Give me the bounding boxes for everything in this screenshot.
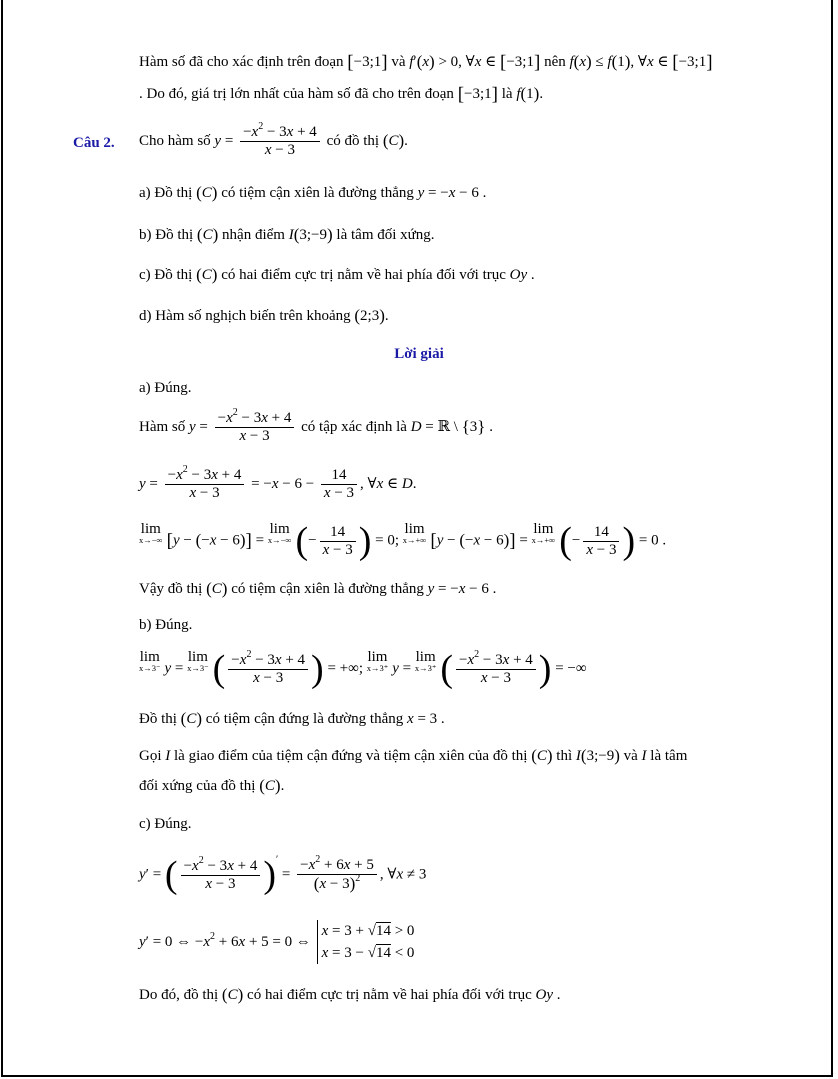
domain-text-1: Hàm số: [139, 418, 186, 435]
stem-text-1: Cho hàm số: [139, 132, 211, 149]
remainder-fraction: $\frac{14}{x - 3}$: [321, 467, 357, 502]
intro-text-2: và: [391, 54, 406, 70]
conclusion-a-line: Vậy đồ thị (C) có tiệm cận xiên là đường thẳng y = −x − 6 .: [139, 579, 497, 598]
question-stem: Cho hàm số y = $\frac{-x^2 - 3x + 4}{x - 3}$ có đồ thị (C).: [139, 121, 408, 158]
option-a: a) Đồ thị (C) có tiệm cận xiên là đường thẳng y = −x − 6 .: [139, 183, 487, 202]
question-label: Câu 2.: [73, 135, 115, 151]
limit-infinity-line: lim x→−∞ [y − (−x − 6)] = lim x→−∞ (− $\frac{14}{x - 3}$ ) = 0; lim x→+∞ [y − (−x − 6)] = lim x→+∞ (− $\frac{14}{x - 3}$ ) = 0 .: [139, 520, 667, 562]
option-d: d) Hàm số nghịch biến trên khoảng (2;3).: [139, 306, 389, 325]
intro-line-1: Hàm số đã cho xác định trên đoạn [−3;1] và f′(x) > 0, ∀x ∈ [−3;1] nên f(x) ≤ f(1), ∀x ∈ [−3;1]: [139, 52, 713, 73]
final-text-1: Do đó, đồ thị: [139, 987, 219, 1003]
option-d-text: d) Hàm số nghịch biến trên khoảng: [139, 308, 351, 324]
roots-line: y′ = 0 ⇔ $-x^2 + 6x + 5 = 0$ ⇔ x = 3 + √14 > 0 x = 3 − √14 < 0: [139, 920, 414, 964]
vertical-asymptote-line: Đồ thị (C) có tiệm cận đứng là đường thẳng x = 3 .: [139, 709, 445, 728]
function-fraction: $\frac{-x^2 - 3x + 4}{x - 3}$: [240, 124, 320, 159]
option-c-label: c) Đồ thị: [139, 267, 193, 283]
option-c-text: có hai điểm cực trị nằm về hai phía đối với trục: [221, 267, 506, 283]
option-a-text: có tiệm cận xiên là đường thẳng: [221, 185, 414, 201]
option-c: c) Đồ thị (C) có hai điểm cực trị nằm về hai phía đối với trục Oy .: [139, 265, 535, 284]
center-text-4: và: [623, 748, 638, 764]
intro-text-3: nên: [544, 54, 566, 70]
domain-fraction: $\frac{-x^2 - 3x + 4}{x - 3}$: [215, 410, 295, 445]
option-b-text: nhận điểm: [222, 227, 285, 243]
final-line: Do đó, đồ thị (C) có hai điểm cực trị nằm về hai phía đối với trục Oy .: [139, 985, 561, 1004]
option-b-label: b) Đồ thị: [139, 227, 194, 243]
intro-text-5: là: [501, 86, 513, 102]
verdict-b: b) Đúng.: [139, 617, 193, 633]
verdict-c: c) Đúng.: [139, 816, 192, 832]
expansion-line: y = $\frac{-x^2 - 3x + 4}{x - 3}$ = −x − 6 − $\frac{14}{x - 3}$ , ∀x ∈ D.: [139, 464, 417, 501]
document-page: [1, 0, 833, 1077]
option-b: b) Đồ thị (C) nhận điểm I(3;−9) là tâm đối xứng.: [139, 225, 435, 244]
center-text-1: Gọi: [139, 748, 162, 764]
conclusion-a-text-2: có tiệm cận xiên là đường thẳng: [231, 581, 424, 597]
option-a-label: a) Đồ thị: [139, 185, 193, 201]
expansion-fraction: $\frac{-x^2 - 3x + 4}{x - 3}$: [165, 467, 245, 502]
final-text-2: có hai điểm cực trị nằm về hai phía đối với trục: [247, 987, 532, 1003]
center-line-2: đối xứng của đồ thị (C).: [139, 776, 285, 795]
conclusion-a-text-1: Vậy đồ thị: [139, 581, 203, 597]
stem-text-2: có đồ thị: [326, 132, 380, 149]
center-text-5: là tâm: [650, 748, 688, 764]
limit-vertical-line: lim x→3⁻ y = lim x→3⁻ ( $\frac{-x^2 - 3x + 4}{x - 3}$ ) = +∞; lim x→3⁺ y = lim x→3⁺ ( $\frac{-x^2 - 3x + 4}{x - 3}$ ) = −∞: [139, 648, 587, 690]
roots-system: x = 3 + √14 > 0 x = 3 − √14 < 0: [317, 920, 415, 964]
intro-text-4: . Do đó, giá trị lớn nhất của hàm số đã cho trên đoạn: [139, 86, 454, 102]
center-text-3: thì: [556, 748, 573, 764]
domain-text-2: có tập xác định là: [301, 418, 407, 435]
verdict-a: a) Đúng.: [139, 380, 192, 396]
center-line-1: Gọi I là giao điểm của tiệm cận đứng và tiệm cận xiên của đồ thị (C) thì I(3;−9) và I là tâm: [139, 746, 688, 765]
intro-text-1: Hàm số đã cho xác định trên đoạn: [139, 54, 344, 70]
center-text-2: là giao điểm của tiệm cận đứng và tiệm cận xiên của đồ thị: [174, 748, 528, 764]
option-b-end: là tâm đối xứng.: [336, 227, 435, 243]
derivative-line: y′ = ( $\frac{-x^2 - 3x + 4}{x - 3}$ )′ = $\frac{-x^2 + 6x + 5}{(x - 3)^2}$ , ∀x ≠ 3: [139, 854, 427, 896]
vertical-text-1: Đồ thị: [139, 711, 177, 727]
solution-title: Lời giải: [394, 346, 444, 362]
center-text-6: đối xứng của đồ thị: [139, 778, 256, 794]
vertical-text-2: có tiệm cận đứng là đường thẳng: [205, 711, 404, 727]
intro-line-2: . Do đó, giá trị lớn nhất của hàm số đã cho trên đoạn [−3;1] là f(1).: [139, 84, 544, 105]
domain-line: Hàm số y = $\frac{-x^2 - 3x + 4}{x - 3}$ có tập xác định là D = ℝ \ {3} .: [139, 407, 493, 444]
